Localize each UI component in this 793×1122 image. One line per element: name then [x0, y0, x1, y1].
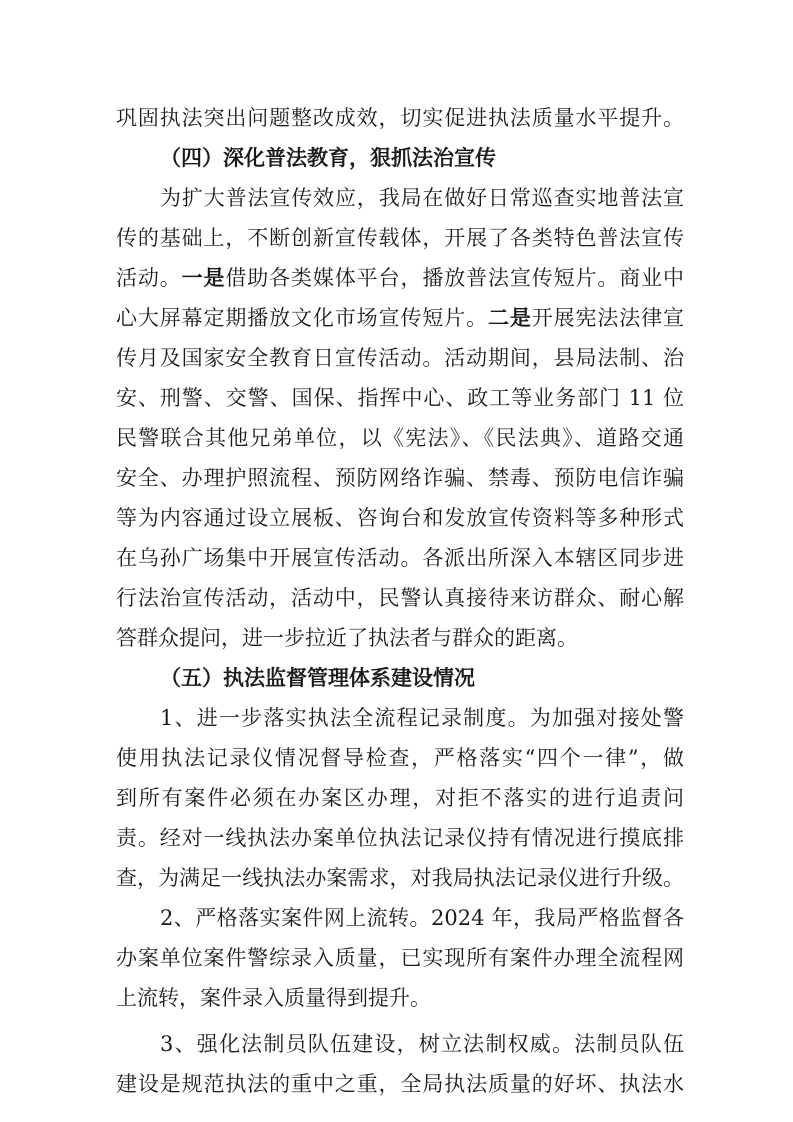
paragraph-line: 民警联合其他兄弟单位，以《宪法》、《民法典》、道路交通	[116, 426, 684, 450]
paragraph-line: 使用执法记录仪情况督导检查，严格落实“四个一律”，做	[116, 746, 684, 770]
paragraph-line: 责。经对一线执法办案单位执法记录仪持有情况进行摸底排	[116, 826, 684, 850]
section-heading-5: （五）执法监督管理体系建设情况	[160, 665, 475, 690]
paragraph-line: 答群众提问，进一步拉近了执法者与群众的距离。	[116, 626, 578, 650]
paragraph-line	[116, 298, 684, 338]
paragraph-line: 传月及国家安全教育日宣传活动。活动期间，县局法制、治	[116, 346, 684, 370]
paragraph-line: 上流转，案件录入质量得到提升。	[116, 986, 431, 1010]
paragraph-line	[116, 258, 684, 298]
paragraph-line: 建设是规范执法的重中之重，全局执法质量的好坏、执法水	[116, 1072, 684, 1096]
paragraph-line: 3、强化法制员队伍建设，树立法制权威。法制员队伍	[160, 1032, 684, 1056]
paragraph-line: 查，为满足一线执法办案需求，对我局执法记录仪进行升级。	[116, 866, 684, 890]
emphasis-run: 一是	[181, 265, 226, 290]
text-run: 活动。	[116, 266, 182, 290]
paragraph-line: 在乌孙广场集中开展宣传活动。各派出所深入本辖区同步进	[116, 546, 684, 570]
text-run: 开展宪法法律宣	[531, 306, 684, 330]
paragraph-line: 安全、办理护照流程、预防网络诈骗、禁毒、预防电信诈骗	[116, 466, 684, 490]
paragraph-line: 等为内容通过设立展板、咨询台和发放宣传资料等多种形式	[116, 506, 684, 530]
paragraph-line: 安、刑警、交警、国保、指挥中心、政工等业务部门 11 位	[116, 386, 684, 410]
paragraph-line: 1、进一步落实执法全流程记录制度。为加强对接处警	[160, 706, 684, 730]
paragraph-line: 办案单位案件警综录入质量，已实现所有案件办理全流程网	[116, 946, 684, 970]
paragraph-line: 传的基础上，不断创新宣传载体，开展了各类特色普法宣传	[116, 226, 684, 250]
paragraph-line: 行法治宣传活动，活动中，民警认真接待来访群众、耐心解	[116, 586, 684, 610]
paragraph-line: 到所有案件必须在办案区办理，对拒不落实的进行追责问	[116, 786, 684, 810]
section-heading-4: （四）深化普法教育，狠抓法治宣传	[160, 145, 496, 170]
paragraph-line: 2、严格落实案件网上流转。2024 年，我局严格监督各	[160, 906, 684, 930]
paragraph-line: 为扩大普法宣传效应，我局在做好日常巡查实地普法宣	[160, 186, 684, 210]
paragraph-line: 巩固执法突出问题整改成效，切实促进执法质量水平提升。	[116, 106, 684, 130]
text-run: 心大屏幕定期播放文化市场宣传短片。	[116, 306, 488, 330]
text-run: 借助各类媒体平台，播放普法宣传短片。商业中	[225, 266, 684, 290]
emphasis-run: 二是	[487, 305, 532, 330]
